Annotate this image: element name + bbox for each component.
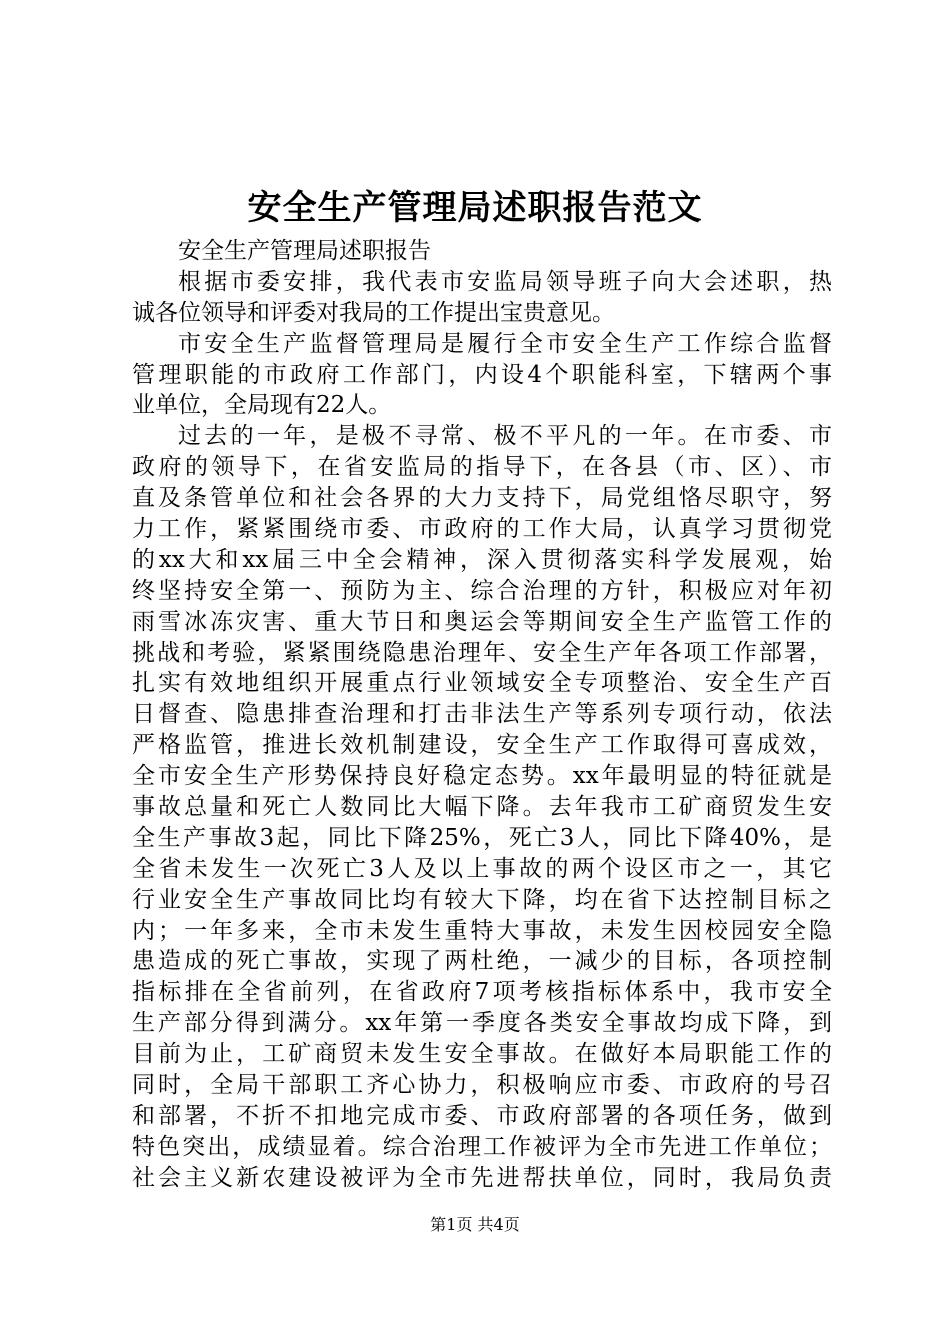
paragraph-line: 全市安全生产形势保持良好稳定态势。xx年最明显的特征就是	[132, 763, 832, 790]
page-footer: 第1页 共4页	[430, 1215, 520, 1234]
paragraph-line: 雨雪冰冻灾害、重大节日和奥运会等期间安全生产监管工作的	[132, 608, 832, 635]
document-body	[132, 236, 832, 1225]
paragraph-line: 市安全生产监督管理局是履行全市安全生产工作综合监督	[178, 330, 832, 357]
paragraph-line: 和部署，不折不扣地完成市委、市政府部署的各项任务，做到	[132, 1102, 832, 1129]
paragraph-line: 指标排在全省前列，在省政府7项考核指标体系中，我市安全	[132, 979, 832, 1006]
paragraph-line: 全省未发生一次死亡3人及以上事故的两个设区市之一，其它	[132, 855, 832, 882]
paragraph-line: 管理职能的市政府工作部门，内设4个职能科室，下辖两个事	[132, 361, 832, 388]
paragraph-line: 挑战和考验，紧紧围绕隐患治理年、安全生产年各项工作部署，	[132, 639, 832, 666]
paragraph-line: 目前为止，工矿商贸未发生安全事故。在做好本局职能工作的	[132, 1041, 832, 1068]
paragraph	[132, 329, 832, 422]
paragraph-line: 终坚持安全第一、预防为主、综合治理的方针，积极应对年初	[132, 577, 832, 604]
paragraph-line: 过去的一年，是极不寻常、极不平凡的一年。在市委、市	[178, 423, 832, 450]
paragraph	[132, 236, 832, 267]
paragraph-line: 扎实有效地组织开展重点行业领域安全专项整治、安全生产百	[132, 670, 832, 697]
paragraph-line: 安全生产管理局述职报告	[178, 238, 431, 264]
paragraph-line: 诚各位领导和评委对我局的工作提出宝贵意见。	[132, 299, 615, 326]
paragraph-line: 同时，全局干部职工齐心协力，积极响应市委、市政府的号召	[132, 1072, 832, 1099]
paragraph-line: 事故总量和死亡人数同比大幅下降。去年我市工矿商贸发生安	[132, 794, 832, 821]
paragraph-line: 业单位，全局现有22人。	[132, 392, 392, 419]
paragraph	[132, 421, 832, 1224]
paragraph-line: 行业安全生产事故同比均有较大下降，均在省下达控制目标之	[132, 886, 832, 913]
paragraph-line: 患造成的死亡事故，实现了两杜绝，一减少的目标，各项控制	[132, 948, 832, 975]
paragraph-line: 严格监管，推进长效机制建设，安全生产工作取得可喜成效，	[132, 732, 832, 759]
document-title: 安全生产管理局述职报告范文	[247, 188, 703, 228]
paragraph-line: 社会主义新农建设被评为全市先进帮扶单位，同时，我局负责	[132, 1164, 832, 1191]
paragraph-line: 内；一年多来，全市未发生重特大事故，未发生因校园安全隐	[132, 917, 832, 944]
paragraph-line: 全生产事故3起，同比下降25%，死亡3人，同比下降40%，是	[132, 824, 832, 851]
paragraph-line: 的xx大和xx届三中全会精神，深入贯彻落实科学发展观，始	[132, 546, 832, 573]
paragraph-line: 力工作，紧紧围绕市委、市政府的工作大局，认真学习贯彻党	[132, 516, 832, 543]
paragraph	[132, 267, 832, 329]
paragraph-line: 生产部分得到满分。xx年第一季度各类安全事故均成下降，到	[132, 1010, 832, 1037]
paragraph-line: 特色突出，成绩显着。综合治理工作被评为全市先进工作单位；	[132, 1133, 832, 1160]
paragraph-line: 日督查、隐患排查治理和打击非法生产等系列专项行动，依法	[132, 701, 832, 728]
paragraph-line: 根据市委安排，我代表市安监局领导班子向大会述职，热	[178, 268, 832, 295]
paragraph-line: 政府的领导下，在省安监局的指导下，在各县（市、区）、市	[132, 454, 832, 481]
paragraph-line: 直及条管单位和社会各界的大力支持下，局党组恪尽职守，努	[132, 485, 832, 512]
